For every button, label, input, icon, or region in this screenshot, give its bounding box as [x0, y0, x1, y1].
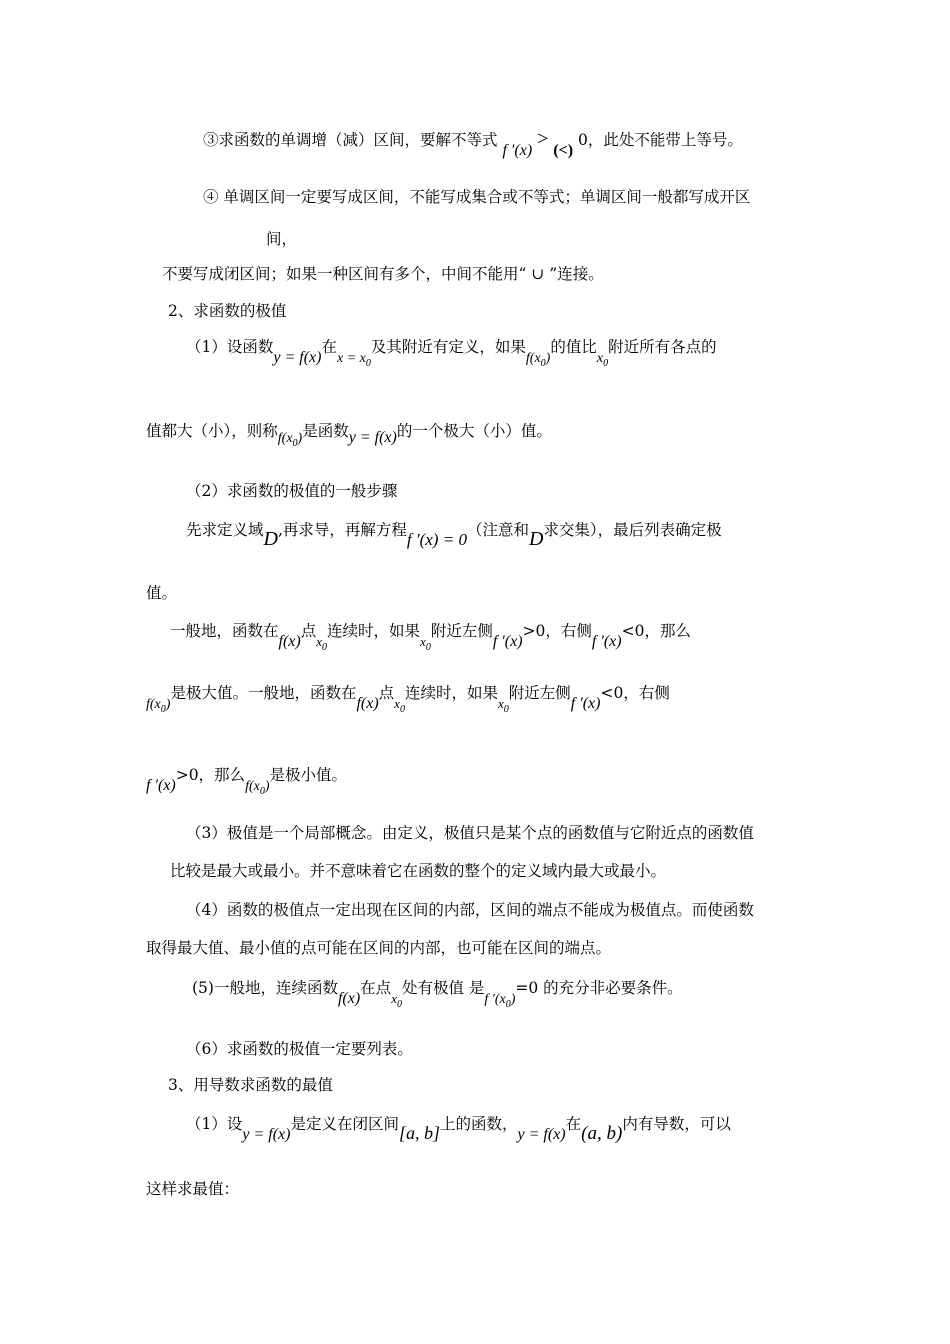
def-5: (5)一般地，连续函数f(x)在点$_{x_0}$处有极值 是f $'(x_0)=0$ 的充分非必要条件。: [192, 979, 683, 1010]
def-3-line1: （3）极值是一个局部概念。由定义，极值只是某个点的函数值与它附近点的函数值: [186, 824, 754, 842]
maxmin-line1: （1）设y = f(x)是定义在闭区间[a, b]上的函数，y = f(x)在(a, b)内有导数，可以: [186, 1115, 731, 1144]
def-1-line2: 值都大（小），则称$f(x_0)$是函数y = f(x)的一个极大（小）值。: [146, 422, 552, 449]
def-3-line2: 比较是最大或最小。并不意味着它在函数的整个的定义域内最大或最小。: [170, 862, 667, 880]
maxmin-line2: 这样求最值：: [146, 1180, 240, 1198]
item-3: ③求函数的单调增（减）区间，要解不等式 f ′(x) > (<) 0，此处不能带上等号。: [203, 128, 743, 159]
def-2-line2: 值。: [146, 584, 178, 602]
def-4-line2: 取得最大值、最小值的点可能在区间的内部，也可能在区间的端点。: [146, 939, 612, 957]
def-4-line1: （4）函数的极值点一定出现在区间的内部，区间的端点不能成为极值点。而使函数: [186, 901, 754, 919]
general-line1: 一般地，函数在f(x)点$_{x_0}$连续时，如果$_{x_0}$附近左侧f ′(x)>0，右侧f ′(x)<0，那么: [170, 622, 691, 653]
item-4-cont: 不要写成闭区间；如果一种区间有多个，中间不能用“ ∪ ”连接。: [162, 265, 604, 283]
general-line2: $f(x_0)$是极大值。一般地，函数在f(x)点$_{x_0}$连续时，如果$_{x_0}$附近左侧f ′(x)<0，右侧: [146, 684, 670, 715]
section-heading-3: 3、用导数求函数的最值: [168, 1076, 333, 1094]
def-1-line1: （1）设函数y = f(x)在$x = x_0$及其附近有定义，如果$f(x_0)$的值比$x_0$附近所有各点的: [186, 338, 717, 369]
item-4-wrap: 间，: [266, 230, 298, 248]
def-2-title: （2）求函数的极值的一般步骤: [186, 482, 398, 500]
def-6: （6）求函数的极值一定要列表。: [186, 1040, 413, 1058]
def-2-line1: 先求定义域D,再求导，再解方程f ′(x) = 0（注意和D求交集），最后列表确定极: [186, 521, 722, 550]
item-4: ④ 单调区间一定要写成区间，不能写成集合或不等式；单调区间一般都写成开区: [203, 188, 751, 206]
section-heading-2: 2、求函数的极值: [168, 302, 287, 320]
general-line3: f ′(x)>0，那么$f(x_0)$是极小值。: [146, 766, 348, 797]
formula-fprime: f ′(x): [502, 142, 533, 159]
